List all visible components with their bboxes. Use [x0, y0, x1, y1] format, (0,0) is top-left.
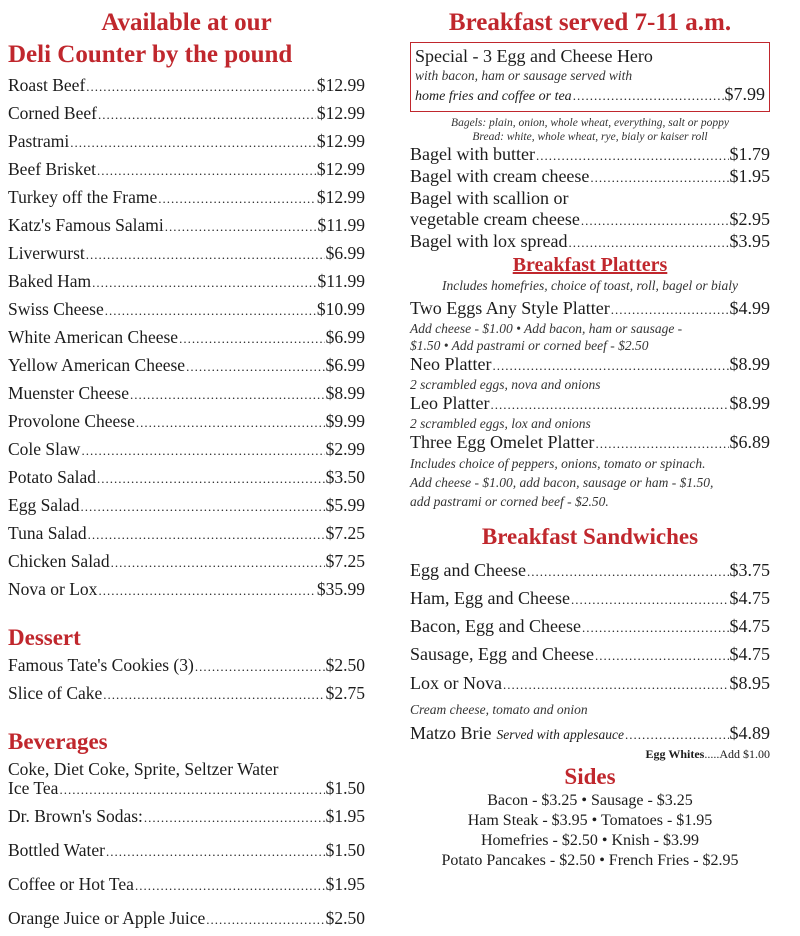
item-price: $12.99 — [316, 131, 365, 151]
deli-item — [8, 436, 365, 464]
bagel-item — [410, 231, 770, 253]
deli-item — [8, 576, 365, 604]
item-price: $1.95 — [325, 806, 365, 826]
deli-heading-line1: Available at our — [101, 9, 272, 36]
item-price: $1.95 — [325, 874, 365, 894]
item-name: Turkey off the Frame — [8, 187, 158, 207]
item-price: $8.99 — [729, 393, 770, 413]
matzo-item — [410, 721, 770, 747]
item-price: $2.99 — [325, 439, 365, 459]
item-name: Egg Salad — [8, 495, 80, 515]
deli-item — [8, 296, 365, 324]
deli-item — [8, 548, 365, 576]
item-price: $10.99 — [316, 299, 365, 319]
item-price: $12.99 — [316, 187, 365, 207]
item-name: Dr. Brown's Sodas: — [8, 806, 143, 826]
item-name: Bacon, Egg and Cheese — [410, 616, 581, 636]
lox-note: Cream cheese, tomato and onion — [410, 702, 588, 717]
item-price: $2.50 — [325, 655, 365, 675]
deli-item — [8, 100, 365, 128]
leader-dots — [144, 802, 325, 834]
leader-dots — [165, 214, 317, 240]
item-name: Yellow American Cheese — [8, 355, 186, 375]
item-name: Leo Platter — [410, 393, 490, 413]
bagel-note: Bagels: plain, onion, whole wheat, everything, salt or poppy — [451, 117, 729, 129]
item-name: Tuna Salad — [8, 523, 87, 543]
item-price: $35.99 — [316, 579, 365, 599]
platter-desc: Includes choice of peppers, onions, tomato or spinach. — [410, 456, 706, 471]
item-name: Bagel with lox spread — [410, 231, 568, 251]
dessert-item — [8, 680, 365, 708]
egg-whites-label: Egg Whites — [645, 747, 705, 761]
item-name: Nova or Lox — [8, 579, 98, 599]
item-name: Sausage, Egg and Cheese — [410, 644, 594, 664]
sandwiches-heading: Breakfast Sandwiches — [481, 524, 699, 549]
platter-desc: Add cheese - $1.00, add bacon, sausage or ham - $1.50, — [410, 475, 714, 490]
beverage-sodas-line: Coke, Diet Coke, Sprite, Seltzer Water — [8, 759, 279, 779]
dessert-list — [8, 652, 365, 708]
leader-dots — [88, 522, 325, 548]
deli-item — [8, 128, 365, 156]
beverages-list — [8, 760, 365, 936]
leader-dots — [492, 355, 728, 376]
deli-list — [8, 72, 365, 604]
deli-item — [8, 520, 365, 548]
item-name: Pastrami — [8, 131, 70, 151]
platter-desc: add pastrami or corned beef - $2.50. — [410, 494, 609, 509]
platters-note: Includes homefries, choice of toast, roll, bagel or bialy — [441, 278, 739, 293]
item-price: $1.95 — [729, 166, 770, 186]
leader-dots — [625, 723, 729, 747]
item-price: $11.99 — [317, 215, 365, 235]
item-name: Bagel with butter — [410, 144, 535, 164]
deli-item — [8, 268, 365, 296]
special-desc-line1: with bacon, ham or sausage served with — [415, 68, 633, 83]
item-price: $8.99 — [729, 354, 770, 374]
leader-dots — [70, 130, 316, 156]
item-name: Potato Salad — [8, 467, 96, 487]
beverage-item — [8, 778, 365, 800]
item-price: $4.89 — [729, 723, 770, 743]
platters-list — [410, 298, 770, 511]
sandwich-item — [410, 613, 770, 641]
item-price: $8.99 — [325, 383, 365, 403]
deli-item — [8, 240, 365, 268]
item-name: Muenster Cheese — [8, 383, 130, 403]
item-price: $4.99 — [729, 298, 770, 318]
item-price: $6.99 — [325, 355, 365, 375]
item-name: Egg and Cheese — [410, 560, 526, 580]
platter-desc: $1.50 • Add pastrami or corned beef - $2.50 — [410, 338, 649, 353]
item-name: vegetable cream cheese — [410, 209, 580, 229]
item-name: Orange Juice or Apple Juice — [8, 908, 206, 928]
sides-line: Potato Pancakes - $2.50 • French Fries - $2.95 — [441, 852, 739, 869]
bread-note: Bread: white, whole wheat, rye, bialy or kaiser roll — [472, 131, 708, 143]
deli-heading-line2: Deli Counter by the pound — [8, 41, 293, 68]
item-price: $12.99 — [316, 103, 365, 123]
item-price: $11.99 — [317, 271, 365, 291]
item-name: Liverwurst — [8, 243, 85, 263]
leader-dots — [568, 232, 728, 253]
leader-dots — [158, 186, 316, 212]
platter-item — [410, 298, 770, 320]
item-name: Lox or Nova — [410, 673, 502, 693]
platter-item — [410, 393, 770, 415]
right-column — [410, 0, 770, 871]
leader-dots — [611, 299, 729, 320]
item-price: $9.99 — [325, 411, 365, 431]
leader-dots — [135, 870, 325, 902]
item-name: Provolone Cheese — [8, 411, 135, 431]
sides-heading: Sides — [564, 764, 616, 789]
bagel-item — [410, 144, 770, 166]
item-price: $8.95 — [729, 673, 770, 693]
leader-dots — [595, 433, 728, 454]
leader-dots — [195, 654, 325, 680]
leader-dots — [86, 242, 325, 268]
item-price: $3.75 — [729, 560, 770, 580]
item-name: Matzo Brie — [410, 723, 492, 743]
leader-dots — [59, 780, 324, 800]
leader-dots — [111, 550, 325, 576]
sides-line: Homefries - $2.50 • Knish - $3.99 — [480, 832, 699, 849]
platter-item — [410, 432, 770, 454]
platter-item — [410, 354, 770, 376]
leader-dots — [206, 904, 324, 936]
item-name: Chicken Salad — [8, 551, 110, 571]
leader-dots — [103, 682, 324, 708]
item-name: Roast Beef — [8, 75, 86, 95]
item-price: $1.50 — [325, 840, 365, 860]
beverage-item — [8, 800, 365, 834]
sides-line: Bacon - $3.25 • Sausage - $3.25 — [487, 792, 693, 809]
dessert-heading: Dessert — [8, 625, 81, 650]
platter-desc: Add cheese - $1.00 • Add bacon, ham or sausage - — [410, 321, 683, 336]
special-desc-line2 — [415, 84, 765, 107]
item-price: $5.99 — [325, 495, 365, 515]
leader-dots — [98, 102, 316, 128]
leader-dots — [97, 158, 316, 184]
egg-whites-line: Egg Whites.....Add $1.00 — [645, 747, 770, 761]
leader-dots — [590, 167, 728, 188]
sandwich-item — [410, 669, 770, 699]
item-price: $7.25 — [325, 551, 365, 571]
beverages-heading: Beverages — [8, 729, 108, 754]
platter-desc: 2 scrambled eggs, lox and onions — [410, 416, 591, 431]
item-price: $6.89 — [729, 432, 770, 452]
item-price: $12.99 — [316, 159, 365, 179]
item-name: Three Egg Omelet Platter — [410, 432, 595, 452]
sandwich-item — [410, 585, 770, 613]
special-price: $7.99 — [724, 84, 765, 104]
leader-dots — [130, 382, 325, 408]
bagel-item — [410, 166, 770, 188]
bagel-item — [410, 209, 770, 231]
item-name: Two Eggs Any Style Platter — [410, 298, 610, 318]
item-price: $4.75 — [729, 588, 770, 608]
item-name: Coffee or Hot Tea — [8, 874, 134, 894]
deli-item — [8, 324, 365, 352]
deli-item — [8, 380, 365, 408]
leader-dots — [490, 394, 728, 415]
sandwich-item — [410, 641, 770, 669]
sandwich-item — [410, 557, 770, 585]
item-name: Slice of Cake — [8, 683, 103, 703]
leader-dots — [98, 578, 315, 604]
leader-dots — [92, 270, 316, 296]
item-name: White American Cheese — [8, 327, 179, 347]
leader-dots — [573, 86, 724, 106]
item-price: $3.50 — [325, 467, 365, 487]
item-name: Cole Slaw — [8, 439, 81, 459]
leader-dots — [595, 643, 729, 669]
leader-dots — [81, 438, 324, 464]
item-price: $7.25 — [325, 523, 365, 543]
item-name: Bagel with cream cheese — [410, 166, 590, 186]
dessert-item — [8, 652, 365, 680]
deli-item — [8, 212, 365, 240]
left-column — [8, 0, 365, 936]
leader-dots — [503, 671, 729, 699]
item-price: $4.75 — [729, 616, 770, 636]
item-price: $12.99 — [316, 75, 365, 95]
item-price: $6.99 — [325, 243, 365, 263]
sandwich-list — [410, 557, 770, 761]
platters-heading: Breakfast Platters — [512, 254, 668, 276]
item-name: Baked Ham — [8, 271, 92, 291]
leader-dots — [581, 210, 729, 231]
item-name: Neo Platter — [410, 354, 492, 374]
matzo-desc: Served with applesauce — [496, 727, 624, 742]
leader-dots — [106, 836, 325, 868]
deli-item — [8, 156, 365, 184]
item-name: Bottled Water — [8, 840, 105, 860]
item-price: $4.75 — [729, 644, 770, 664]
beverage-item — [8, 868, 365, 902]
leader-dots — [136, 410, 325, 436]
item-name: Corned Beef — [8, 103, 97, 123]
item-name: Beef Brisket — [8, 159, 96, 179]
platter-desc: 2 scrambled eggs, nova and onions — [410, 377, 601, 392]
item-price: $3.95 — [729, 231, 770, 251]
item-price: $2.95 — [729, 209, 770, 229]
bagel-list — [410, 144, 770, 253]
item-price: $2.50 — [325, 908, 365, 928]
item-name: Katz's Famous Salami — [8, 215, 164, 235]
deli-item — [8, 492, 365, 520]
breakfast-heading: Breakfast served 7-11 a.m. — [448, 9, 732, 36]
deli-item — [8, 408, 365, 436]
special-desc2: home fries and coffee or tea — [415, 89, 572, 104]
leader-dots — [80, 494, 324, 520]
item-name: Famous Tate's Cookies (3) — [8, 655, 194, 675]
deli-item — [8, 464, 365, 492]
special-title: Special - 3 Egg and Cheese Hero — [415, 46, 653, 66]
item-price: $2.75 — [325, 683, 365, 703]
scallion-line1: Bagel with scallion or — [410, 188, 569, 208]
leader-dots — [97, 466, 325, 492]
leader-dots — [86, 74, 316, 100]
leader-dots — [571, 587, 729, 613]
item-price: $6.99 — [325, 327, 365, 347]
leader-dots — [582, 615, 729, 641]
sides-line: Ham Steak - $3.95 • Tomatoes - $1.95 — [467, 812, 713, 829]
special-box — [410, 42, 770, 112]
beverage-item — [8, 902, 365, 936]
item-name: Ice Tea — [8, 778, 59, 798]
deli-item — [8, 184, 365, 212]
item-name: Ham, Egg and Cheese — [410, 588, 570, 608]
leader-dots — [536, 145, 729, 166]
item-name: Swiss Cheese — [8, 299, 104, 319]
item-price: $1.50 — [325, 778, 365, 798]
deli-item — [8, 72, 365, 100]
leader-dots — [105, 298, 316, 324]
beverage-item — [8, 834, 365, 868]
item-price: $1.79 — [729, 144, 770, 164]
deli-item — [8, 352, 365, 380]
egg-whites-price: Add $1.00 — [719, 747, 770, 761]
sides-list — [410, 791, 770, 871]
leader-dots — [179, 326, 325, 352]
leader-dots — [527, 559, 729, 585]
leader-dots — [186, 354, 325, 380]
